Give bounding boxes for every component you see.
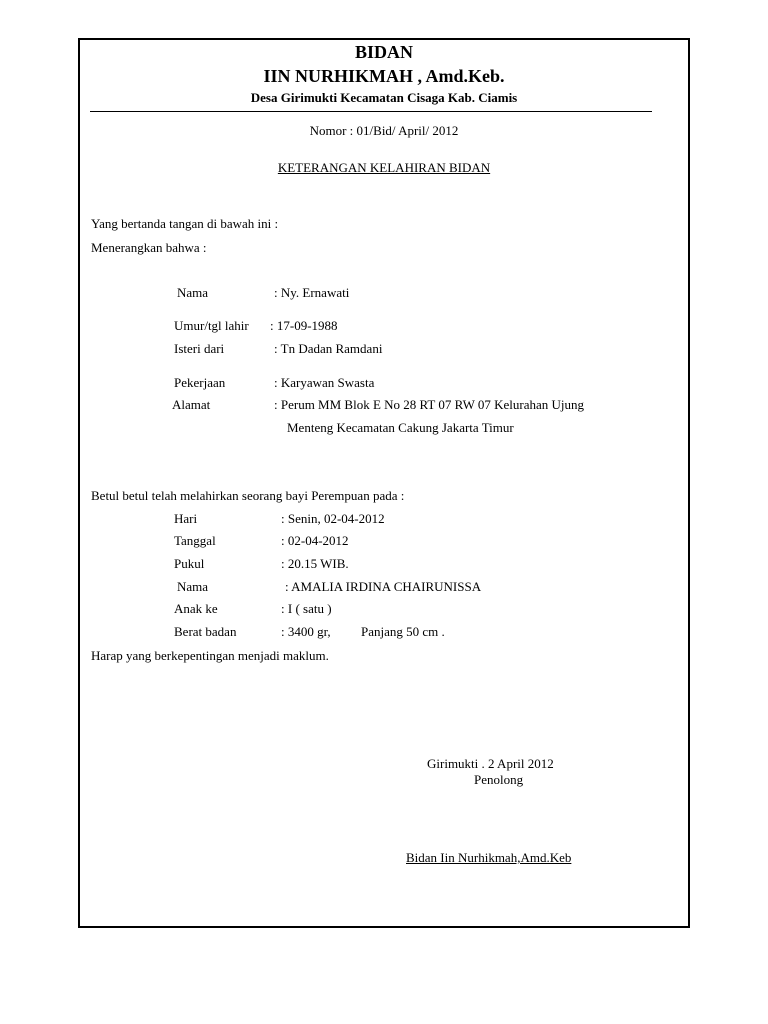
time-value: : 20.15 WIB. <box>281 556 349 571</box>
header-title: BIDAN <box>354 42 413 62</box>
weight-label: Berat badan <box>174 624 237 639</box>
header-address: Desa Girimukti Kecamatan Cisaga Kab. Ciamis <box>250 90 518 105</box>
header-divider <box>90 111 652 112</box>
intro-line-2: Menerangkan bahwa : <box>91 240 207 255</box>
weight-value: : 3400 gr, <box>281 624 331 639</box>
header-name: IIN NURHIKMAH , Amd.Keb. <box>263 66 505 86</box>
husband-value: : Tn Dadan Ramdani <box>274 341 383 356</box>
signature-place-date: Girimukti . 2 April 2012 <box>427 756 554 771</box>
birth-intro: Betul betul telah melahirkan seorang bayi Perempuan pada : <box>91 488 405 503</box>
day-value: : Senin, 02-04-2012 <box>281 511 385 526</box>
mother-age-value: : 17-09-1988 <box>270 318 338 333</box>
mother-name-label: Nama <box>177 285 209 300</box>
husband-label: Isteri dari <box>174 341 225 356</box>
date-label: Tanggal <box>174 533 216 548</box>
baby-name-value: : AMALIA IRDINA CHAIRUNISSA <box>285 579 482 594</box>
address-value-line-1: : Perum MM Blok E No 28 RT 07 RW 07 Kelurahan Ujung <box>274 397 585 412</box>
occupation-value: : Karyawan Swasta <box>274 375 375 390</box>
mother-age-label: Umur/tgl lahir <box>174 318 249 333</box>
baby-name-label: Nama <box>177 579 209 594</box>
time-label: Pukul <box>174 556 205 571</box>
child-order-label: Anak ke <box>174 601 218 616</box>
signature-role: Penolong <box>474 772 524 787</box>
document-title: KETERANGAN KELAHIRAN BIDAN <box>277 160 491 175</box>
occupation-label: Pekerjaan <box>174 375 226 390</box>
mother-name-value: : Ny. Ernawati <box>274 285 350 300</box>
child-order-value: : I ( satu ) <box>281 601 332 616</box>
signature-name: Bidan Iin Nurhikmah,Amd.Keb <box>406 850 572 865</box>
document-number: Nomor : 01/Bid/ April/ 2012 <box>309 123 459 138</box>
address-label: Alamat <box>172 397 211 412</box>
length-value: Panjang 50 cm . <box>361 624 445 639</box>
day-label: Hari <box>174 511 198 526</box>
closing-statement: Harap yang berkepentingan menjadi maklum. <box>91 648 329 663</box>
date-value: : 02-04-2012 <box>281 533 349 548</box>
address-value-line-2: Menteng Kecamatan Cakung Jakarta Timur <box>287 420 514 435</box>
intro-line-1: Yang bertanda tangan di bawah ini : <box>91 216 279 231</box>
